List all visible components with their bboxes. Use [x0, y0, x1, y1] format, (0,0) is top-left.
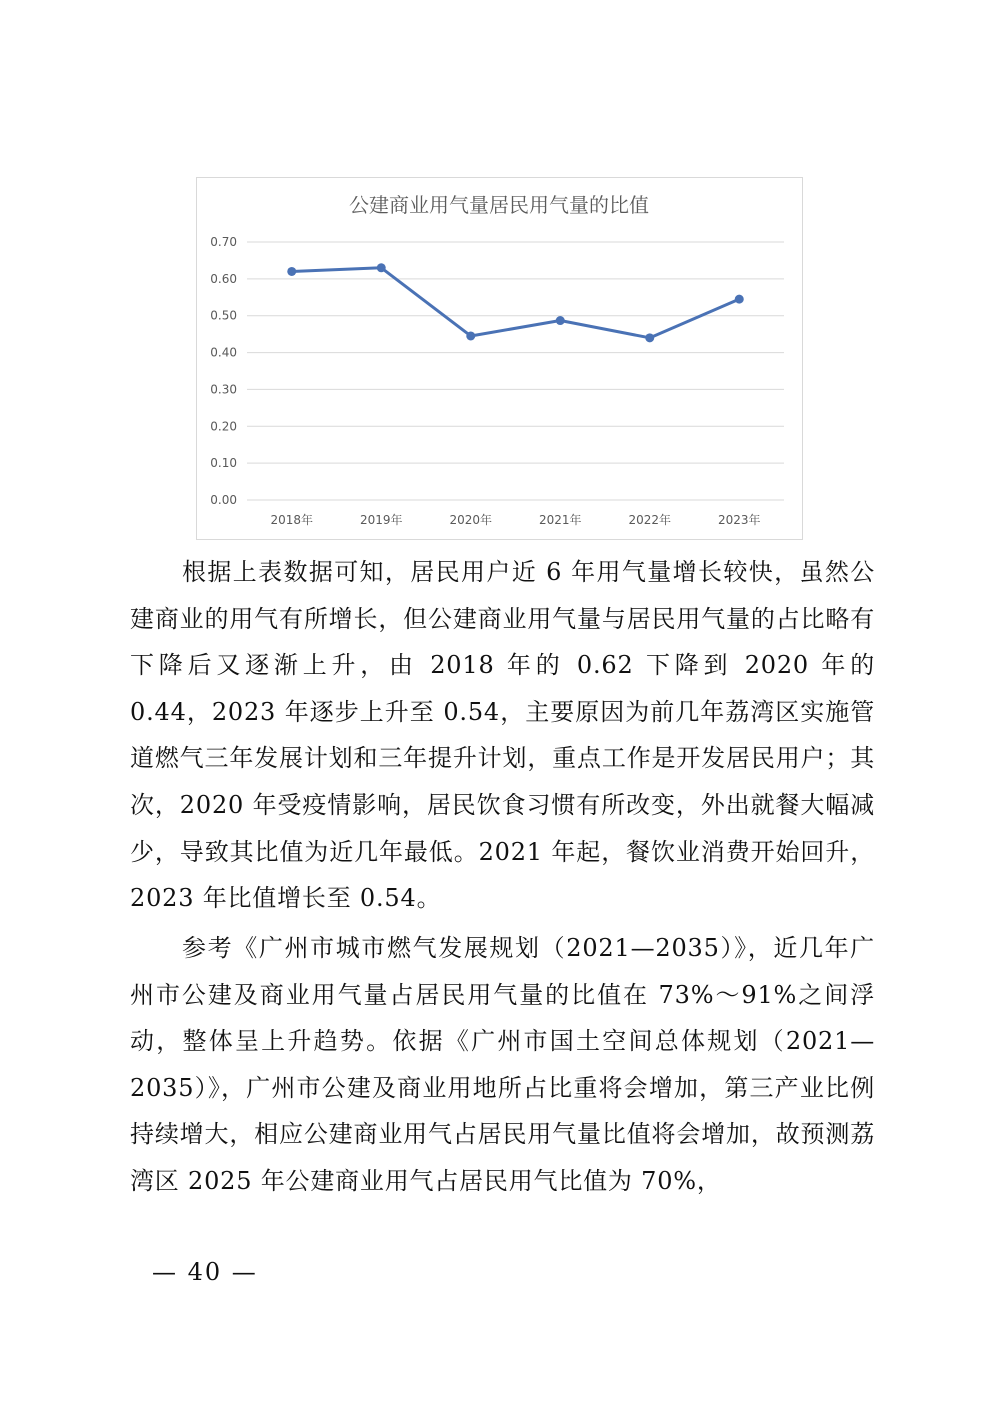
data-point-2023年: [735, 295, 744, 304]
paragraph-reference-plan: 参考《广州市城市燃气发展规划（2021—2035）》，近几年广州市公建及商业用气量占居民用气量的比值在 73%～91%之间浮动，整体呈上升趋势。依据《广州市国土空间总体规划（2021—2035）》，广州市公建及商业用地所占比重将会增加，第三产业比例持续增大，相应公建商业用气占居民用气量比值将会增加，故预测荔湾区 2025 年公建商业用气占居民用气比值为 70%，: [130, 934, 875, 1195]
chart-canvas: [197, 178, 802, 539]
y-tick-label: 0.20: [210, 419, 237, 434]
y-tick-label: 0.10: [210, 456, 237, 471]
x-tick-label: 2021年: [538, 513, 582, 527]
data-point-2021年: [556, 316, 565, 325]
x-tick-label: 2019年: [359, 513, 403, 527]
series-line-0: [292, 268, 740, 338]
x-tick-label: 2018年: [270, 513, 314, 527]
paragraph-analysis: 根据上表数据可知，居民用户近 6 年用气量增长较快，虽然公建商业的用气有所增长，但公建商业用气量与居民用气量的占比略有下降后又逐渐上升，由 2018 年的 0.62 下降到 2020 年的 0.44，2023 年逐步上升至 0.54，主要原因为前几年荔湾区实施管道燃气三年发展计划和三年提升计划，重点工作是开发居民用户；其次，2020 年受疫情影响，居民饮食习惯有所改变，外出就餐大幅减少，导致其比值为近几年最低。2021 年起，餐饮业消费开始回升，2023 年比值增长至 0.54。: [130, 558, 875, 913]
y-tick-label: 0.30: [210, 382, 237, 397]
x-tick-label: 2020年: [449, 513, 493, 527]
y-axis-ticks: [210, 235, 237, 507]
ratio-line-chart: [196, 177, 803, 540]
y-tick-label: 0.50: [210, 308, 237, 323]
x-tick-label: 2023年: [717, 513, 761, 527]
y-tick-label: 0.60: [210, 271, 237, 286]
y-tick-label: 0.00: [210, 493, 237, 507]
x-tick-label: 2022年: [628, 513, 672, 527]
y-tick-label: 0.70: [210, 235, 237, 249]
chart-grid: [247, 242, 784, 500]
chart-title: 公建商业用气量居民用气量的比值: [349, 193, 649, 217]
data-point-2018年: [287, 267, 296, 276]
x-axis-ticks: [270, 512, 760, 527]
y-tick-label: 0.40: [210, 345, 237, 360]
data-point-2019年: [377, 263, 386, 272]
series-layer: [287, 263, 744, 342]
data-point-2022年: [645, 333, 654, 342]
page-number: — 40 —: [152, 1258, 258, 1286]
data-point-2020年: [466, 331, 475, 340]
